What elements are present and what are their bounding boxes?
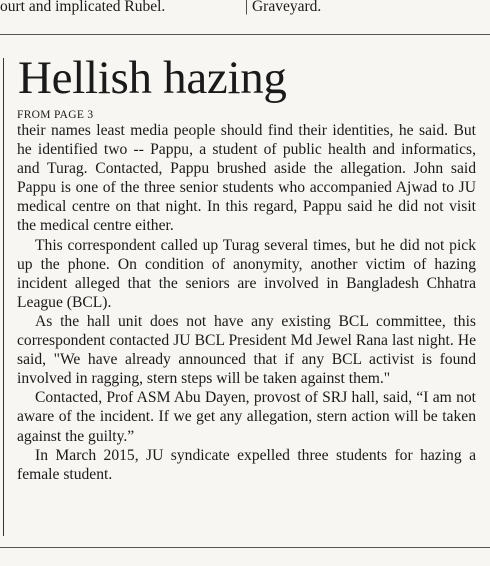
section-divider-top [0,34,490,35]
previous-article-fragment-left: ourt and implicated Rubel. [0,0,166,15]
paragraph: This correspondent called up Turag several times, but he did not pick up the phone. On condition of anonymity, another victim of hazing incident alleged that the seniors are involved in Bangladesh Chhatra League (BCL). [17,236,476,311]
dateline: FROM PAGE 3 [17,109,94,121]
paragraph: their names least media people should find their identities, he said. But he identified two -- Pappu, a student of public health and informatics, and Turag. Contacted, Pappu brushed aside the allegation. John said Pappu is one of the three senior students who accompanied Ajwad to JU medical centre on that night. In this regard, Pappu said he did not visit the medical centre either. [17,122,476,235]
paragraph: As the hall unit does not have any existing BCL committee, this correspondent contacted JU BCL President Md Jewel Rana last night. He said, "We have already announced that if any BCL activist is found involved in ragging, stern steps will be taken against them." [17,312,476,388]
paragraph: In March 2015, JU syndicate expelled three students for hazing a female student. [17,446,476,483]
column-rule-left [3,58,4,536]
paragraph: Contacted, Prof ASM Abu Dayen, provost of SRJ hall, said, “I am not aware of the incident. If we get any allegation, stern action will be taken against the guilty.” [17,389,476,445]
section-divider-bottom [0,547,490,548]
headline: Hellish hazing [18,52,287,104]
previous-article-fragment-right: | Graveyard. [245,0,322,15]
article-body [17,121,476,484]
